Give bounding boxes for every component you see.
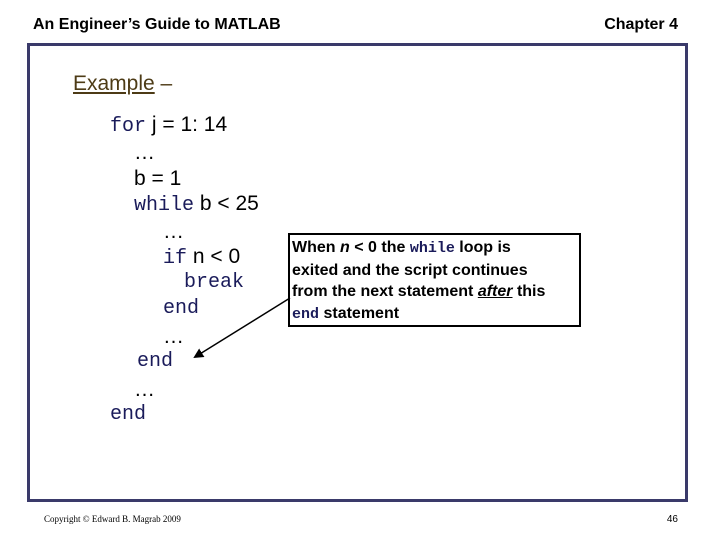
code-line-assign-b: b = 1: [134, 167, 182, 190]
code-line-ellipsis-4: …: [134, 378, 155, 401]
example-dash: –: [154, 72, 173, 95]
code-line-end-if: end: [163, 297, 200, 320]
if-condition: n < 0: [187, 245, 241, 268]
book-title: An Engineer’s Guide to MATLAB: [33, 16, 281, 33]
code-line-end-while: end: [137, 350, 174, 373]
code-line-ellipsis-1: …: [134, 141, 155, 164]
copyright-notice: Copyright © Edward B. Magrab 2009: [44, 514, 181, 524]
callout-text-6: this: [512, 283, 546, 300]
callout-text-3: loop is: [454, 239, 511, 256]
code-line-end-for: end: [110, 403, 147, 426]
while-condition: b < 25: [194, 192, 259, 215]
callout-text-5: from the next statement: [292, 283, 478, 300]
callout-var-n: n: [340, 239, 350, 256]
page-number: 46: [666, 514, 678, 525]
code-line-ellipsis-3: …: [163, 325, 184, 348]
callout-text-1: When: [292, 239, 340, 256]
example-label: Example: [73, 72, 155, 95]
chapter-label: Chapter 4: [604, 16, 678, 33]
callout-keyword-while: while: [409, 240, 455, 257]
code-line-ellipsis-2: …: [163, 220, 184, 243]
callout-after: after: [477, 283, 513, 300]
callout-text-2: < 0 the: [349, 239, 410, 256]
keyword-if: if: [163, 247, 188, 270]
keyword-while: while: [134, 194, 195, 217]
for-range: j = 1: 14: [146, 113, 228, 136]
callout-text-4: exited and the script continues: [292, 261, 528, 279]
keyword-for: for: [110, 115, 147, 138]
code-line-break: break: [184, 271, 245, 294]
callout-keyword-end: end: [292, 305, 320, 323]
callout-text-7: statement: [319, 304, 400, 322]
